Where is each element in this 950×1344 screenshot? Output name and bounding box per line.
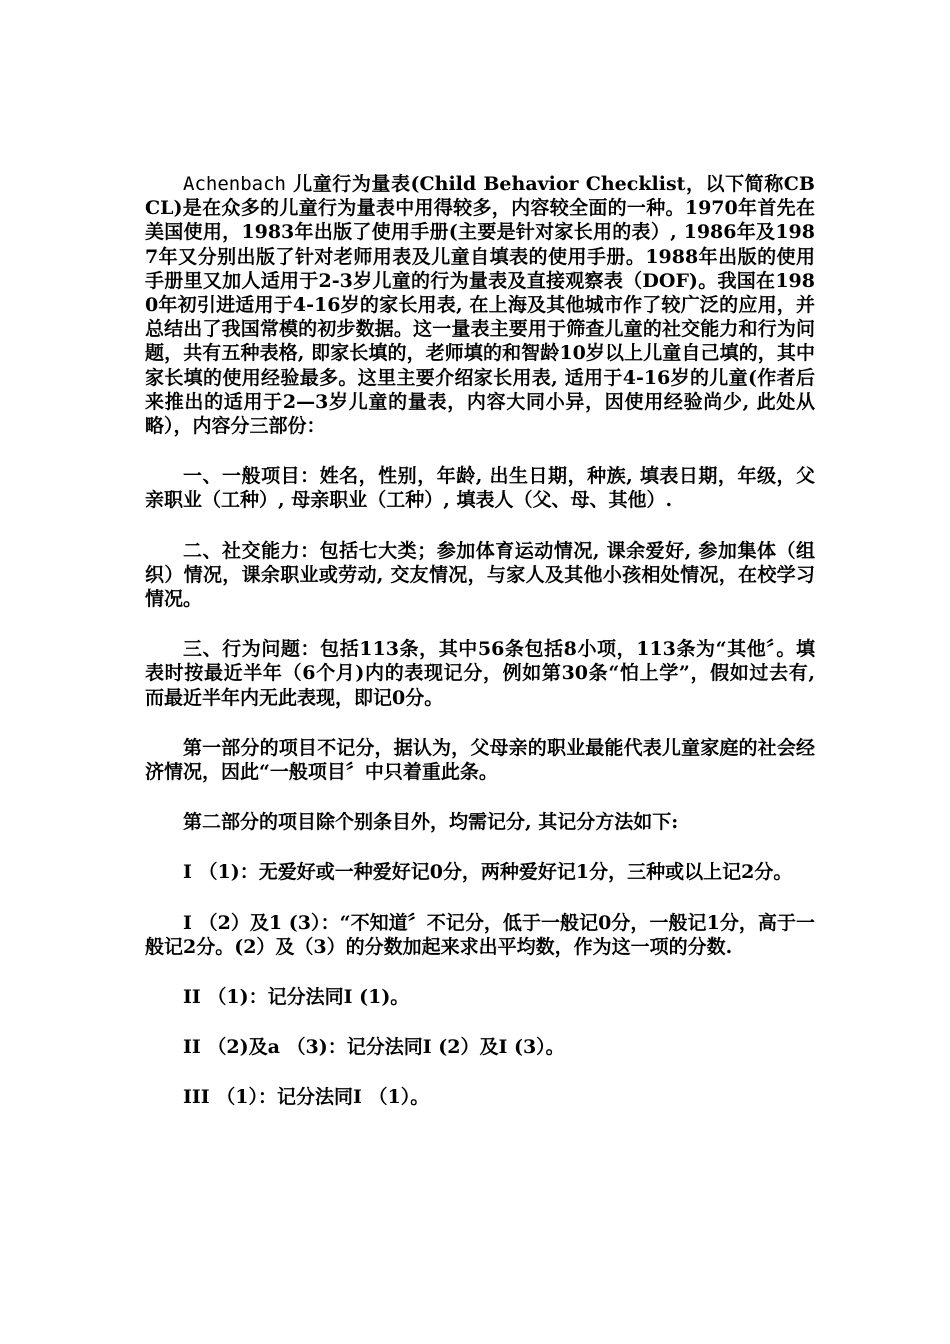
behavior-problems-paragraph: 三、行为问题：包括113条，其中56条包括8小项，113条为“其他〞。填表时按最近半年（6个月)内的表现记分，例如第30条“怕上学”，假如过去有, 而最近半年内无此表现，即记0分。 bbox=[145, 638, 815, 709]
scoring-rule-ii-1: II （1)：记分法同I (1)。 bbox=[183, 986, 410, 1009]
general-items-paragraph: 一、一般项目：姓名，性别，年龄, 出生日期，种族, 填表日期，年级，父亲职业（工种）, 母亲职业（工种）, 填表人（父、母、其他）. bbox=[145, 465, 815, 512]
intro-paragraph bbox=[145, 172, 815, 438]
scoring-rule-i-1: I （1)：无爱好或一种爱好记0分，两种爱好记1分，三种或以上记2分。 bbox=[183, 861, 793, 884]
scoring-rule-iii-1: III （1）：记分法同I （1）。 bbox=[183, 1086, 430, 1109]
document-page bbox=[145, 172, 815, 1136]
part-one-scoring-paragraph: 第一部分的项目不记分，据认为，父母亲的职业最能代表儿童家庭的社会经济情况，因此“一般项目〞中只着重此条。 bbox=[145, 736, 815, 784]
intro-body-text: 儿童行为量表(Child Behavior Checklist，以下简称CBCL)是在众多的儿童行为量表中用得较多，内容较全面的一种。1970年首先在美国使用，1983年出版了使用手册(主要是针对家长用的表）, 1986年及1987年又分别出版了针对老师用表及儿童自填表的使用手册。1988年出版的使用手册里又加人适用于2-3岁儿童的行为量表及直接观察表（DOF)。我国在1980年初引进适用于4-16岁的家长用表, 在上海及其他城市作了较广泛的应用，并总结出了我国常模的初步数据。这一量表主要用于筛查儿童的社交能力和行为问题，共有五种表格, 即家长填的，老师填的和智龄10岁以上儿童自己填的，其中家长填的使用经验最多。这里主要介绍家长用表, 适用于4-16岁的儿童(作者后来推出的适用于2—3岁儿童的量表，内容大同小异，因使用经验尚少, 此处从略），内容分三部份： bbox=[145, 173, 815, 438]
scoring-rule-ii-2-3: II （2)及a （3)：记分法同I (2）及I (3）。 bbox=[183, 1036, 565, 1059]
scoring-rule-i-2-3: I （2）及1 (3）：“不知道〞不记分，低于一般记0分，一般记1分，高于一般记2分。(2）及（3）的分数加起来求出平均数，作为这一项的分数. bbox=[145, 911, 815, 958]
intro-lead-word: Achenbach bbox=[183, 173, 286, 195]
part-two-scoring-paragraph: 第二部分的项目除个别条目外，均需记分, 其记分方法如下: bbox=[183, 811, 679, 834]
social-ability-paragraph: 二、社交能力：包括七大类；参加体育运动情况, 课余爱好, 参加集体（组织）情况，课余职业或劳动, 交友情况，与家人及其他小孩相处情况，在校学习情况。 bbox=[145, 539, 815, 611]
